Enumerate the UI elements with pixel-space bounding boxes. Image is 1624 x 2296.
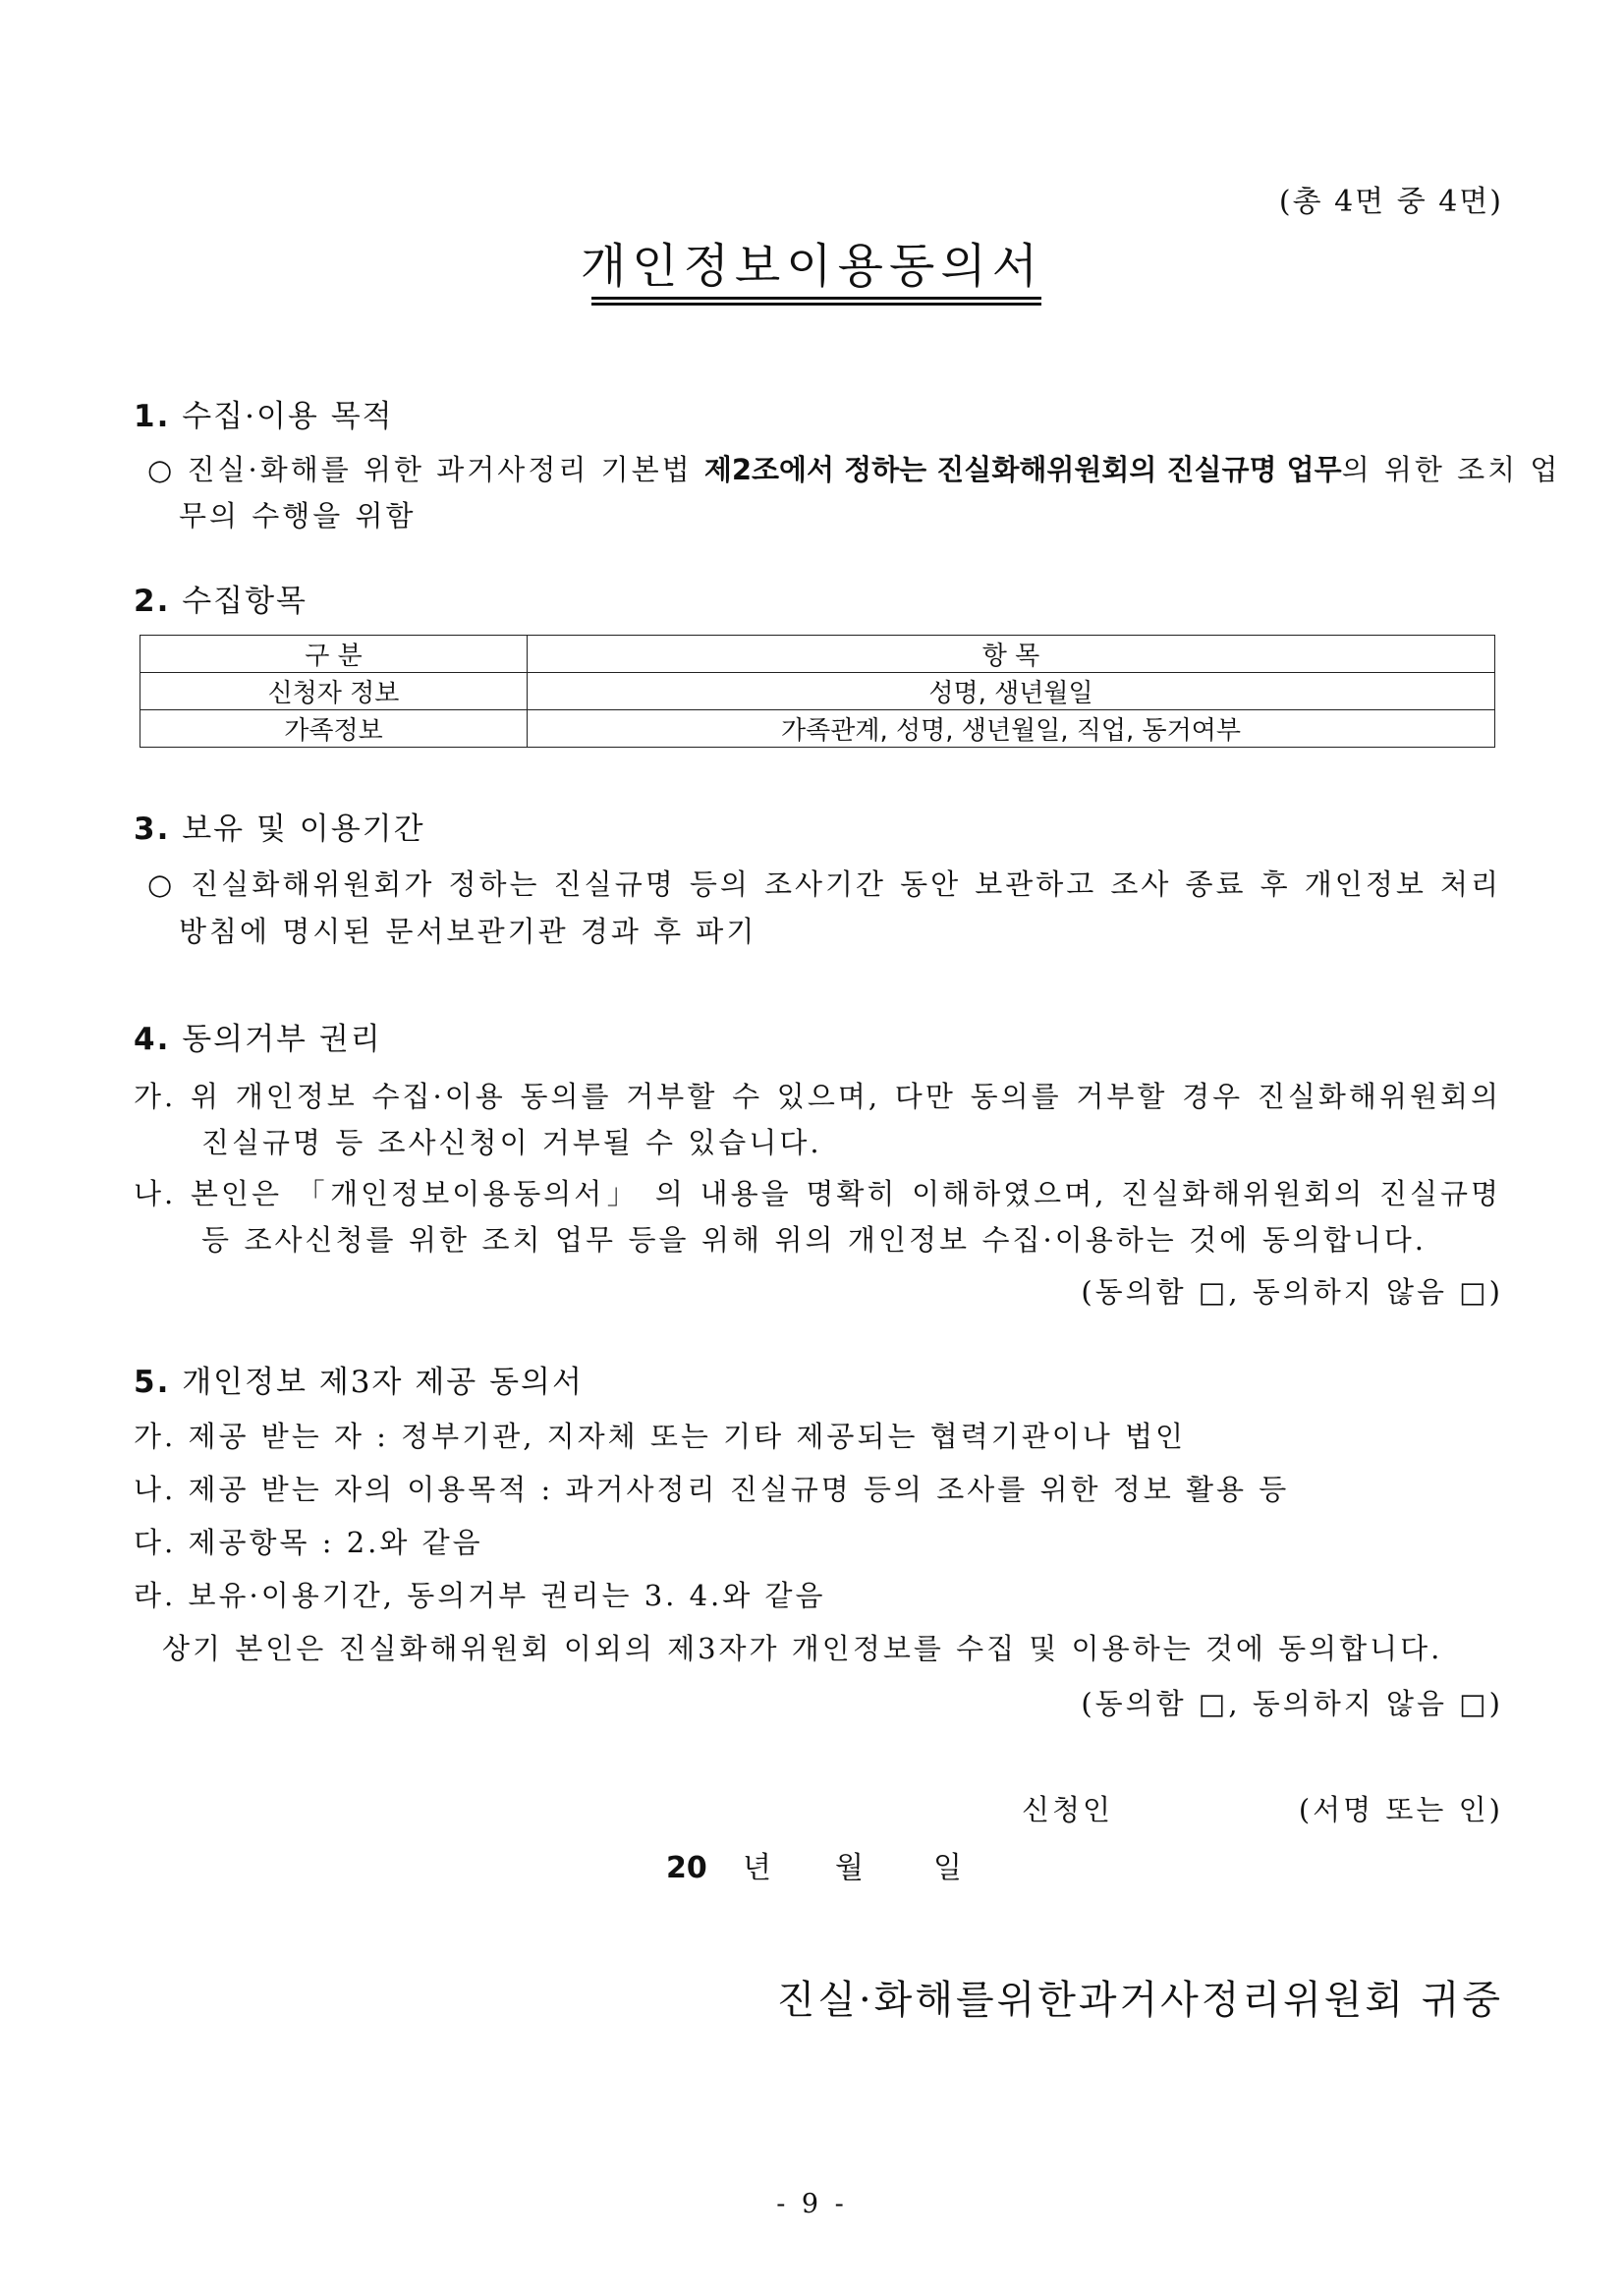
section-3-line-1: ○ 진실화해위원회가 정하는 진실규명 등의 조사기간 동안 보관하고 조사 종료 후 개인정보 처리 — [147, 868, 1501, 901]
section-1-heading — [134, 391, 394, 435]
section-2-number: 2. — [134, 584, 171, 619]
date-year-unit: 년 — [743, 1851, 771, 1885]
section-5-number: 5. — [134, 1365, 171, 1400]
section-1-emphasis: 제2조에서 정하는 진실화해위원회의 진실규명 업무 — [703, 453, 1342, 486]
section-5-ga: 가. 제공 받는 자 : 정부기관, 지자체 또는 기타 제공되는 협력기관이나 법인 — [134, 1420, 1187, 1453]
section-4-ga-line-2: 진실규명 등 조사신청이 거부될 수 있습니다. — [201, 1126, 822, 1159]
section-3-heading — [134, 804, 425, 848]
section-1-text-a: ○ 진실·화해를 위한 과거사정리 기본법 — [147, 453, 704, 486]
section-2-title: 수집항목 — [182, 584, 308, 619]
table-cell: 가족관계, 성명, 생년월일, 직업, 동거여부 — [528, 710, 1495, 748]
section-4-consent-checkboxes[interactable]: (동의함 □, 동의하지 않음 □) — [1081, 1275, 1503, 1309]
table-header-items: 항 목 — [528, 636, 1495, 673]
section-4-heading — [134, 1014, 382, 1058]
section-5-da: 다. 제공항목 : 2.와 같음 — [134, 1526, 483, 1559]
table-cell: 신청자 정보 — [140, 673, 528, 710]
application-date[interactable] — [666, 1843, 962, 1886]
section-5-consent-checkboxes[interactable]: (동의함 □, 동의하지 않음 □) — [1081, 1687, 1503, 1720]
section-5-heading — [134, 1357, 584, 1401]
date-month-unit: 월 — [835, 1851, 864, 1885]
section-1-line-1 — [147, 448, 1561, 488]
section-4-title: 동의거부 권리 — [182, 1022, 382, 1057]
section-5-ra: 라. 보유·이용기간, 동의거부 권리는 3. 4.와 같음 — [134, 1579, 826, 1612]
section-5-title: 개인정보 제3자 제공 동의서 — [182, 1365, 584, 1400]
table-cell: 가족정보 — [140, 710, 528, 748]
page-number: - 9 - — [776, 2189, 848, 2219]
section-5-na: 나. 제공 받는 자의 이용목적 : 과거사정리 진실규명 등의 조사를 위한 정보 활용 등 — [134, 1473, 1290, 1506]
section-1-text-b: 의 위한 조치 업 — [1341, 453, 1561, 486]
table-cell: 성명, 생년월일 — [528, 673, 1495, 710]
section-3-line-2: 방침에 명시된 문서보관기관 경과 후 파기 — [179, 915, 757, 948]
section-1-line-2: 무의 수행을 위함 — [179, 499, 417, 532]
table-header-row — [140, 636, 1495, 673]
addressee: 진실·화해를위한과거사정리위원회 귀중 — [776, 1978, 1503, 2023]
signature-field[interactable]: (서명 또는 인) — [1298, 1793, 1503, 1826]
title-double-underline — [591, 297, 1041, 306]
table-row — [140, 673, 1495, 710]
section-1-title: 수집·이용 목적 — [182, 399, 394, 434]
section-2-heading — [134, 576, 308, 620]
section-4-number: 4. — [134, 1022, 171, 1057]
date-year: 20 — [666, 1851, 707, 1885]
date-day-unit: 일 — [933, 1851, 962, 1885]
section-4-ga-line-1: 가. 위 개인정보 수집·이용 동의를 거부할 수 있으며, 다만 동의를 거부할 경우 진실화해위원회의 — [134, 1080, 1501, 1113]
section-3-title: 보유 및 이용기간 — [182, 812, 425, 847]
section-5-statement: 상기 본인은 진실화해위원회 이외의 제3자가 개인정보를 수집 및 이용하는 것에 동의합니다. — [162, 1632, 1443, 1665]
page-count: (총 4면 중 4면) — [1278, 185, 1503, 219]
applicant-label: 신청인 — [1022, 1793, 1114, 1826]
collection-items-table — [140, 635, 1495, 748]
table-header-category: 구 분 — [140, 636, 528, 673]
section-3-number: 3. — [134, 812, 171, 847]
section-4-na-line-1: 나. 본인은 「개인정보이용동의서」 의 내용을 명확히 이해하였으며, 진실화해위원회의 진실규명 — [134, 1177, 1501, 1210]
document-title: 개인정보이용동의서 — [580, 239, 1044, 294]
table-row — [140, 710, 1495, 748]
section-1-number: 1. — [134, 399, 171, 434]
section-4-na-line-2: 등 조사신청를 위한 조치 업무 등을 위해 위의 개인정보 수집·이용하는 것에 동의합니다. — [201, 1223, 1427, 1257]
